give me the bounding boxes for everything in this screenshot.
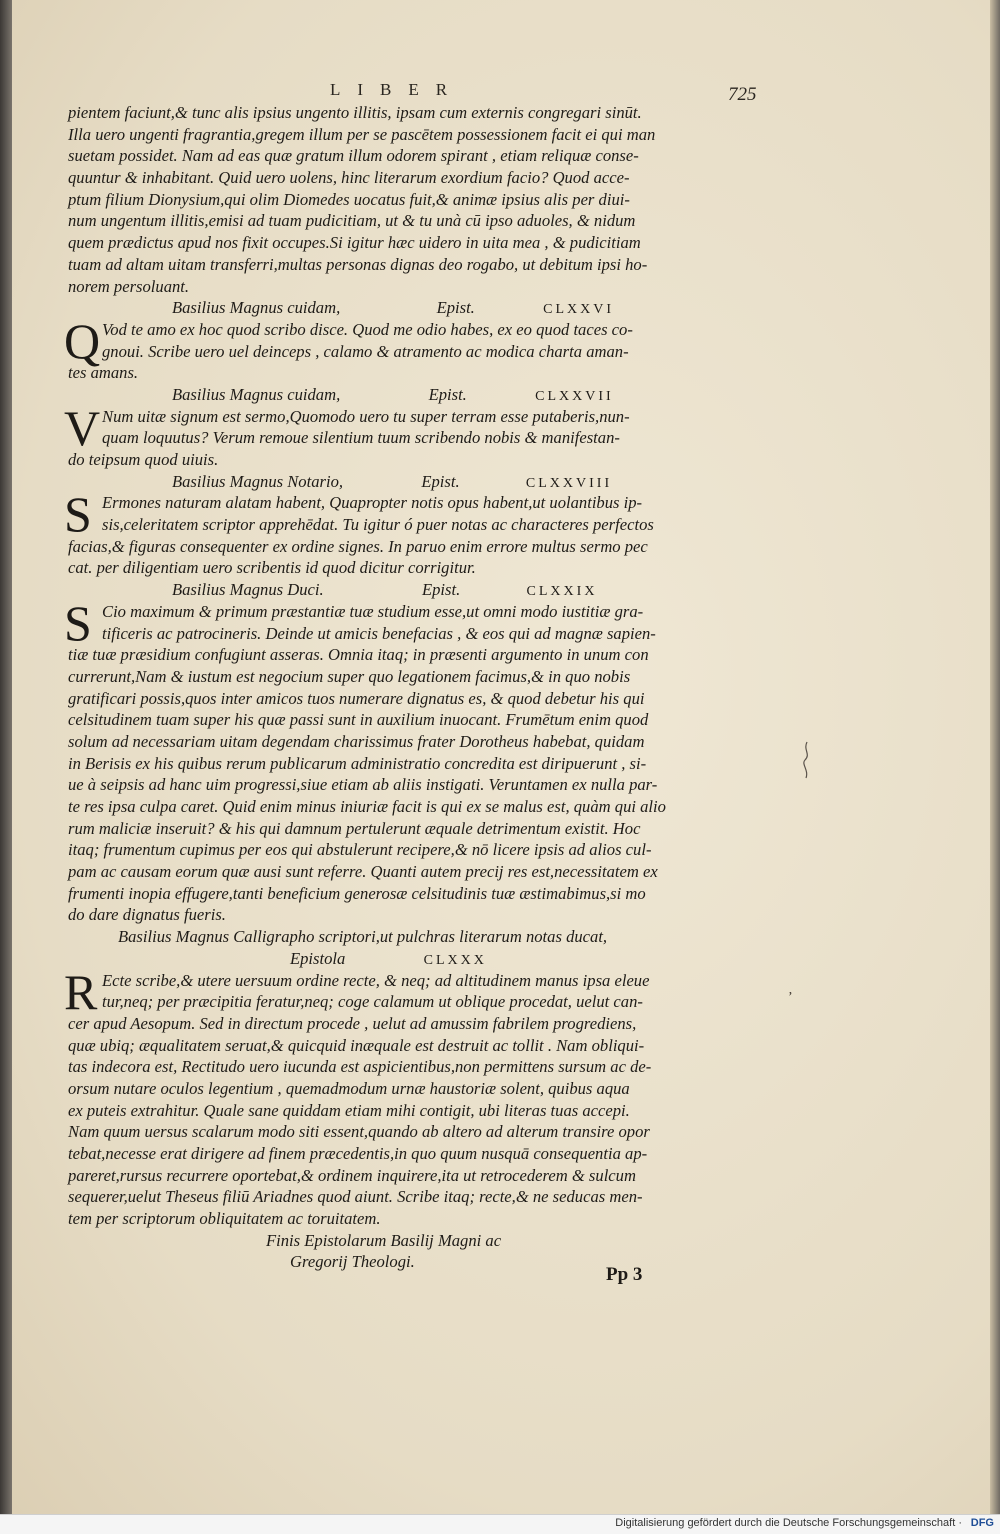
letter-addressee: Basilius Magnus Notario, <box>172 471 344 491</box>
footer-bar <box>0 1514 1000 1534</box>
dfg-logo[interactable]: DFG <box>970 1517 994 1529</box>
text-line: te res ipsa culpa caret. Quid enim minus iniuriæ facit is qui ex se malus est, quàm qui alio <box>68 797 666 816</box>
page-number: 725 <box>728 84 757 105</box>
text-line: Ermones naturam alatam habent, Quapropter notis opus habent,ut uolantibus ip- <box>102 493 643 513</box>
text-line: celsitudinem tuam super his quæ passi sunt in auxilium inuocant. Frumētum enim quod <box>68 710 649 730</box>
drop-cap: S <box>64 486 92 543</box>
text-line: tes amans. <box>68 363 139 383</box>
letter-body <box>64 312 768 384</box>
text-line: norem persoluant. <box>68 276 190 296</box>
text-line: tas indecora est, Rectitudo uero iucunda est aspicientibus,non permittens sursum ac de- <box>68 1057 652 1077</box>
letter-body <box>64 963 768 1230</box>
text-line: ex puteis extrahitur. Quale sane quiddam etiam mihi contigit, ubi literas tuas accepi. <box>68 1100 630 1120</box>
letter-body <box>64 594 768 926</box>
text-line: pam ac causam eorum quæ ausi sunt referre. Quanti autem precij res est,necessitatem ex <box>68 862 658 882</box>
drop-cap: R <box>64 963 98 1020</box>
text-line: ptum filium Dionysium,qui olim Diomedes uocatus fuit,& animæ ipsius alis per diui- <box>68 189 630 209</box>
margin-pencil-mark <box>795 740 815 780</box>
text-line: do dare dignatus fueris. <box>68 905 226 925</box>
text-line: quem prædictus apud nos fixit occupes.Si igitur hæc uidero in uita mea , & pudicitiam <box>68 233 641 253</box>
letter-addressee: Basilius Magnus cuidam, <box>172 298 341 318</box>
text-line: tebat,necesse erat dirigere ad finem præcedentis,in quo quum nusquā consequentia ap- <box>68 1144 648 1163</box>
letter-epist-label: Epist. <box>436 298 475 318</box>
text-line: tem per scriptorum obliquitatem ac toruitatem. <box>68 1209 381 1229</box>
letter-heading <box>68 926 768 948</box>
text-line: tificeris ac patrocineris. Deinde ut amicis benefacias , & eos qui ad magnæ sapien- <box>102 623 656 643</box>
text-line: currerunt,Nam & iustum est negocium super quo legationem facimus,& in quo nobis <box>68 666 631 686</box>
book-spine-edge <box>0 0 12 1514</box>
text-line: gnoui. Scribe uero uel deinceps , calamo & atramento ac modica charta aman- <box>102 341 629 361</box>
text-line: sequerer,uelut Theseus filiū Ariadnes quod aiunt. Scribe itaq; recte,& ne seducas men- <box>68 1187 643 1207</box>
text-line: cer apud Aesopum. Sed in directum procede , uelut ad amussim fabrilem progrediens, <box>68 1013 637 1033</box>
letter-heading <box>68 384 768 406</box>
running-head: LIBER <box>330 80 465 99</box>
text-line: orsum nutare oculos legentium , quemadmodum urnæ haustoriæ solent, quibus aqua <box>68 1078 630 1098</box>
letter-number: CLXXVIII <box>525 475 613 491</box>
body-text <box>64 102 768 1273</box>
text-line: in Berisis ex his quibus rerum publicarum administratio concredita est diripuerunt , si- <box>68 753 647 773</box>
text-line: Cio maximum & primum præstantiæ tuæ studium esse,ut omni modo iustitiæ gra- <box>102 601 644 621</box>
signature-mark: Pp 3 <box>606 1264 643 1285</box>
footer-credit <box>615 1517 962 1529</box>
text-line: do teipsum quod uiuis. <box>68 450 219 469</box>
text-line: Num uitæ signum est sermo,Quomodo uero tu super terram esse putaberis,nun- <box>102 406 630 426</box>
text-line: tiæ tuæ præsidium confugiunt asseras. Omnia itaq; in præsenti argumento in unum con <box>68 645 649 665</box>
drop-cap: V <box>64 399 101 456</box>
text-line: rum maliciæ inseruit? & his qui damnum pertulerunt æquale detrimentum existit. Hoc <box>68 818 641 838</box>
drop-cap: S <box>64 594 92 651</box>
letter-heading <box>68 297 768 319</box>
text-line: Nam quum uersus scalarum modo siti essent,quando ab altero ad alterum transire opor <box>68 1122 650 1142</box>
letter-number: CLXXX <box>423 952 487 968</box>
closing-line: Finis Epistolarum Basilij Magni ac <box>266 1230 502 1250</box>
letter-number: CLXXIX <box>526 584 598 600</box>
text-line: pareret,rursus recurrere oportebat,& ordinem inquirere,ita ut retrocederem & sulcum <box>68 1165 636 1185</box>
letter-heading <box>68 471 768 493</box>
text-line: Illa uero ungenti fragrantia,gregem illum per se pascētem possessionem facit ei qui man <box>68 124 656 144</box>
letter-epist-label: Epist. <box>421 471 460 491</box>
text-line: quam loquutus? Verum remoue silentium tuum scribendo nobis & manifestan- <box>102 428 620 448</box>
text-line: ue à seipsis ad hanc uim progressi,siue etiam ab aliis instigati. Veruntamen ex nulla par- <box>68 775 658 795</box>
text-line: frumenti inopia effugere,tanti beneficium generosæ celsitudinis tuæ æstimabimus,si mo <box>68 883 646 903</box>
letter-number: CLXXVI <box>543 302 615 318</box>
text-line: Ecte scribe,& utere uersuum ordine recte, & neq; ad altitudinem manus ipsa eleue <box>102 970 650 990</box>
text-line: suetam possidet. Nam ad eas quæ gratum illum odorem spirant , etiam reliquæ conse- <box>68 146 639 166</box>
closing-line: Gregorij Theologi. <box>290 1252 415 1272</box>
drop-cap: Q <box>64 312 101 369</box>
letter-body <box>64 486 768 579</box>
text-line: quuntur & inhabitant. Quid uero uolens, hinc literarum exordium facio? Quod acce- <box>68 168 630 188</box>
text-line: gratificari possis,quos inter amicos tuos numerare dignatus es, & quod debetur his qui <box>68 688 645 708</box>
text-line: tuam ad altam uitam transferri,multas personas dignas deo rogabo, ut debitum ipsi ho- <box>68 254 648 274</box>
text-line: cat. per diligentiam uero scribentis id quod dicitur corrigitur. <box>68 558 476 578</box>
text-line: num ungentum illitis,emisi ad tuam pudicitiam, ut & tu unà cū ipso aduoles, & nidum <box>68 211 636 231</box>
page-edge <box>990 0 1000 1514</box>
text-line: Vod te amo ex hoc quod scribo disce. Quod me odio habes, ex eo quod taces co- <box>102 319 633 339</box>
letter-epist-label: Epist. <box>428 384 467 404</box>
footer-separator: · <box>958 1517 962 1529</box>
text-line: facias,& figuras consequenter ex ordine signes. In paruo enim errore multus sermo pec <box>68 536 648 556</box>
letter-body <box>64 399 768 471</box>
text-line: pientem faciunt,& tunc alis ipsius ungento illitis, ipsam cum externis congregari sinūt. <box>68 103 642 122</box>
text-line: quæ ubiq; æqualitatem seruat,& quicquid inæquale est destruit ac tollit . Nam obliqui- <box>68 1035 645 1055</box>
letter-epist-label: Epist. <box>421 580 461 600</box>
letter-number: CLXXVII <box>535 388 614 404</box>
letter-addressee: Basilius Magnus cuidam, <box>172 384 341 404</box>
text-line: tur,neq; per præcipitia feratur,neq; coge calamum ut oblique procedat, uelut can- <box>102 992 643 1012</box>
intro-paragraph <box>68 102 768 297</box>
letter-heading <box>68 579 768 601</box>
letter-addressee: Basilius Magnus Calligrapho scriptori,ut pulchras literarum notas ducat, <box>118 927 608 947</box>
letter-epist-label: Epistola <box>290 948 346 968</box>
letter-heading-second-line <box>68 948 768 970</box>
text-line: sis,celeritatem scriptor apprehēdat. Tu igitur ó puer notas ac characteres perfectos <box>102 515 654 535</box>
text-line: itaq; frumentum cupimus per eos qui abstulerunt recipere,& nō licere ipsis ad alios cul- <box>68 840 652 860</box>
footer-credit-text: Digitalisierung gefördert durch die Deutsche Forschungsgemeinschaft <box>615 1517 956 1529</box>
letter-addressee: Basilius Magnus Duci. <box>172 580 324 600</box>
text-line: solum ad necessariam uitam degendam charissimus frater Dorotheus habebat, quidam <box>68 731 645 751</box>
margin-tick-mark: ʼ <box>788 990 793 1005</box>
